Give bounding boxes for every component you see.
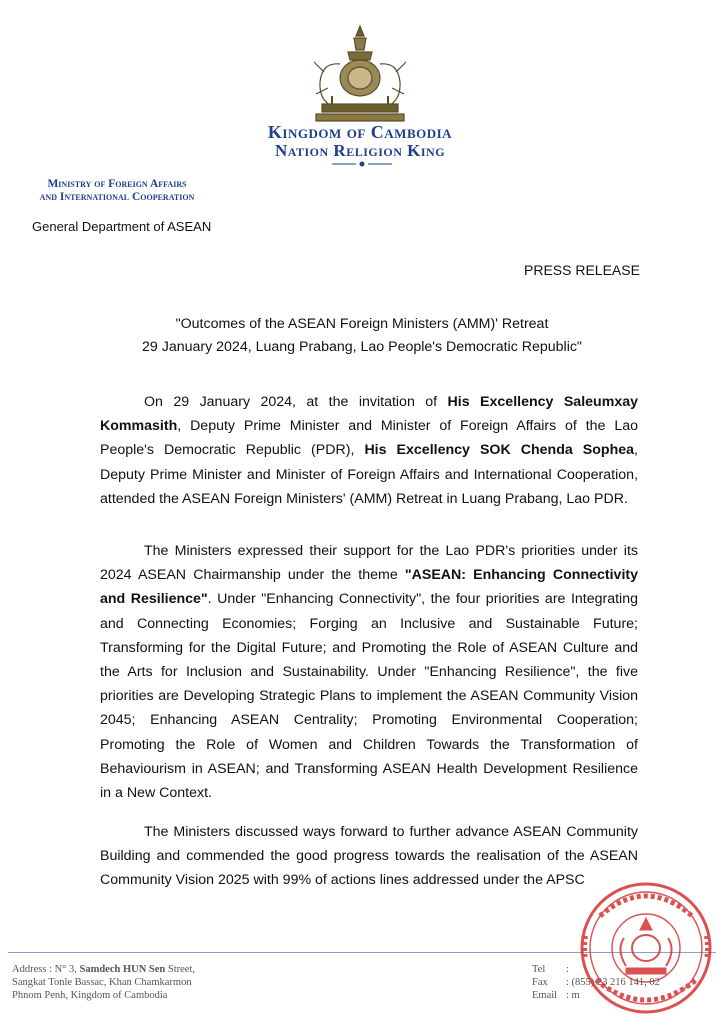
title-line-1: "Outcomes of the ASEAN Foreign Ministers (AMM)' Retreat — [175, 316, 549, 332]
official-seal-stamp-icon — [560, 876, 716, 1018]
p1-name-cambodia-minister: His Excellency SOK Chenda Sophea — [364, 442, 635, 459]
p2-text-a: The Ministers expressed their support for the Lao PDR's priorities under its 2024 ASEAN Chairmanship under the theme — [100, 543, 638, 584]
title-line-2: 29 January 2024, Luang Prabang, Lao People's Democratic Republic" — [142, 339, 582, 355]
department-name: General Department of ASEAN — [32, 219, 212, 234]
royal-emblem-icon — [302, 22, 418, 128]
email-value: : m — [566, 990, 580, 1001]
address-street-suffix: Street, — [165, 964, 196, 975]
ornament-divider-icon — [330, 160, 394, 168]
ministry-line-1: Ministry of Foreign Affairs — [47, 178, 187, 190]
address-line-3: Phnom Penh, Kingdom of Cambodia — [12, 990, 168, 1001]
p1-text-b: , Deputy Prime Minister and Minister of Foreign Affairs of the Lao People's Democratic Republic (PDR), — [100, 418, 638, 459]
email-label: Email — [532, 990, 558, 1001]
address-line-2: Sangkat Tonle Bassac, Khan Chamkarmon — [12, 977, 192, 988]
p1-name-laos-minister: His Excellency Saleumxay Kommasith — [100, 394, 638, 435]
tel-value: : — [566, 964, 569, 975]
ministry-line-2: and International Cooperation — [39, 191, 195, 203]
kingdom-title: Kingdom of Cambodia — [267, 122, 453, 142]
ministry-name — [12, 178, 222, 204]
paragraph-2 — [100, 539, 638, 805]
footer-address — [12, 963, 195, 1002]
fax-value: : (855) 23 216 141, 02 — [566, 977, 660, 988]
address-line-1 — [12, 963, 195, 976]
paragraph-1 — [100, 390, 638, 511]
press-release-title — [40, 313, 684, 359]
p1-text-a: On 29 January 2024, at the invitation of — [144, 394, 448, 410]
p1-text-c: , Deputy Prime Minister and Minister of Foreign Affairs and International Cooperation, attended the ASEAN Foreign Ministers' (AMM) Retreat in Luang Prabang, Lao PDR. — [100, 442, 638, 507]
tel-label: Tel — [532, 964, 546, 975]
p2-text-b: . Under "Enhancing Connectivity", the four priorities are Integrating and Connecting Economies; Forging an Inclusive and Sustainable Future; Transforming for the Digital Future; and Promoting the Role of ASEAN Culture and the Arts for Inclusion and Sustainability. Under "Enhancing Resilience", the five priorities are Developing Strategic Plans to implement the ASEAN Community Vision 2045; Enhancing ASEAN Centrality; Promoting Environmental Cooperation; Promoting the Role of Women and Children Towards the Transformation of Behaviourism in ASEAN; and Transforming ASEAN Health Development Resilience in a New Context. — [100, 591, 638, 802]
paragraph-3: The Ministers discussed ways forward to further advance ASEAN Community Building and commended the good progress towards the realisation of the ASEAN Community Vision 2025 with 99% of actions lines addressed under the APSC — [100, 824, 638, 889]
national-motto: Nation Religion King — [274, 141, 446, 160]
document-type-label: PRESS RELEASE — [524, 262, 640, 278]
address-street-name: Samdech HUN Sen — [79, 964, 166, 975]
address-label: Address : N° 3, — [12, 964, 80, 975]
p2-theme: "ASEAN: Enhancing Connectivity and Resilience" — [100, 567, 639, 608]
fax-label: Fax — [532, 977, 548, 988]
